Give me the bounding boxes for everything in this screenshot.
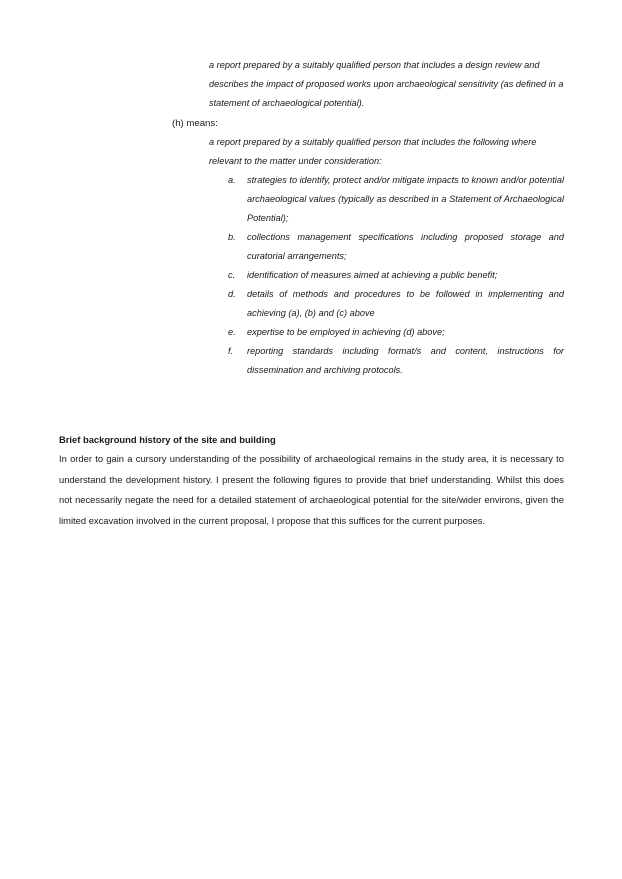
section-heading: Brief background history of the site and building bbox=[59, 434, 276, 445]
intro-paragraph: a report prepared by a suitably qualified person that includes a design review and describes the impact of proposed works upon archaeological sensitivity (as defined in a statement of archaeological potential). bbox=[209, 60, 564, 108]
list-item-marker: b. bbox=[228, 232, 236, 242]
list-item-text: strategies to identify, protect and/or mitigate impacts to known and/or potential archaeological values (typically as described in a Statement of Archaeological Potential); bbox=[247, 175, 564, 223]
list-item-text: expertise to be employed in achieving (d) above; bbox=[247, 327, 445, 337]
list-item-marker: e. bbox=[228, 327, 236, 337]
section-body: In order to gain a cursory understanding of the possibility of archaeological remains in the study area, it is necessary to understand the development history. I present the following figures to provide that brief understanding. Whilst this does not necessarily negate the need for a detailed statement of archaeological potential for the site/wider environs, given the limited excavation involved in the current proposal, I propose that this suffices for the current purposes. bbox=[59, 453, 564, 526]
background-history-section bbox=[59, 430, 564, 531]
list-item-text: reporting standards including format/s and content, instructions for dissemination and archiving protocols. bbox=[247, 346, 564, 375]
list-item-text: identification of measures aimed at achieving a public benefit; bbox=[247, 270, 498, 280]
clause-h-list bbox=[228, 171, 564, 380]
list-item bbox=[228, 323, 564, 342]
clause-h-text: a report prepared by a suitably qualified person that includes the following where relevant to the matter under consideration: bbox=[209, 137, 537, 166]
list-item-marker: a. bbox=[228, 175, 236, 185]
list-item-marker: d. bbox=[228, 289, 236, 299]
list-item-text: details of methods and procedures to be followed in implementing and achieving (a), (b) and (c) above bbox=[247, 289, 564, 318]
list-item bbox=[228, 228, 564, 266]
list-item bbox=[228, 285, 564, 323]
list-item-marker: f. bbox=[228, 346, 234, 356]
clause-h-label: (h) means: bbox=[172, 118, 218, 129]
list-item bbox=[228, 171, 564, 228]
list-item-marker: c. bbox=[228, 270, 236, 280]
list-item-text: collections management specifications including proposed storage and curatorial arrangements; bbox=[247, 232, 564, 261]
list-item bbox=[228, 266, 564, 285]
list-item bbox=[228, 342, 564, 380]
